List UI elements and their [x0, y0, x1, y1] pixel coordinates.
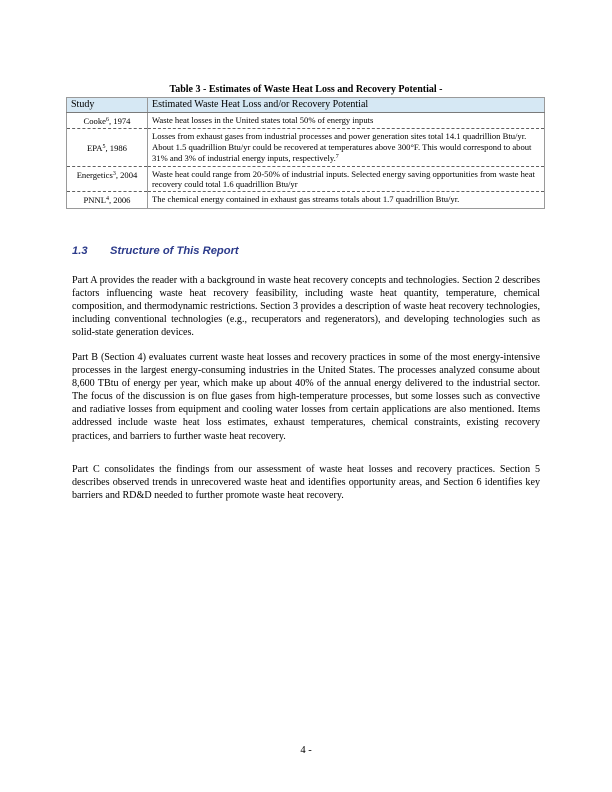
section-number: 1.3: [72, 245, 88, 257]
estimate-cell: Losses from exhaust gases from industrial processes and power generation sites total 14.1 quadrillion Btu/yr. About 1.5 quadrillion Btu/yr could be recovered at temperatures above 300°F. This would correspond to about 31% and 3% of industrial energy inputs, respectively.$^7$: [148, 129, 545, 166]
page-number: 4 -: [300, 745, 312, 756]
paragraph-part-c: Part C consolidates the findings from our assessment of waste heat losses and recovery practices. Section 5 describes observed trends in unrecovered waste heat and identifies opportunity areas, and Section 6 identifies key barriers and RD&D needed to further promote waste heat recovery.: [72, 464, 540, 502]
study-cell: Energetics$^3$, 2004: [67, 166, 148, 192]
waste-heat-table: [66, 97, 545, 209]
column-header-estimate: Estimated Waste Heat Loss and/or Recovery Potential: [148, 98, 545, 113]
footnote-ref: 3: [112, 170, 116, 177]
paragraph-part-b: Part B (Section 4) evaluates current waste heat losses and recovery practices in some of the most energy-intensive processes in the largest energy-consuming industries in the United States. The processes analyzed consume about 8,600 TBtu of energy per year, which make up about 40% of the annual energy delivered to the industrial sector. The focus of the discussion is on flue gases from high-temperature processes, but some losses such as convective and radiative losses from equipment and cooling water losses from certain applications are also mentioned. Items addressed include waste heat loss estimates, exhaust temperatures, chemical constraints, existing recovery practices, and barriers to further waste heat recovery.: [72, 352, 540, 442]
table-header-row: [67, 98, 545, 113]
estimate-cell: Waste heat could range from 20-50% of industrial inputs. Selected energy saving opportunities from waste heat recovery could total 1.6 quadrillion Btu/yr: [148, 166, 545, 192]
footnote-ref: 4: [105, 196, 109, 203]
estimate-cell: The chemical energy contained in exhaust gas streams totals about 1.7 quadrillion Btu/yr.: [148, 192, 545, 208]
table-row: [67, 192, 545, 208]
footnote-ref: 6: [105, 117, 109, 123]
section-title: Structure of This Report: [110, 245, 239, 257]
table-caption: Table 3 - Estimates of Waste Heat Loss and Recovery Potential -: [169, 84, 443, 95]
table-row: [67, 129, 545, 166]
section-heading: [72, 245, 239, 257]
footnote-ref: 5: [102, 143, 106, 150]
paragraph-part-a: Part A provides the reader with a background in waste heat recovery concepts and technologies. Section 2 describes factors influencing waste heat recovery feasibility, including waste heat quantity, temperature, chemical composition, and thermodynamic restrictions. Section 3 provides a description of waste heat recovery technologies, including conventional technologies (e.g., recuperators and regenerators), and developing technologies such as solid-state generation devices.: [72, 275, 540, 339]
column-header-study: Study: [67, 98, 148, 113]
table-row: [67, 166, 545, 192]
estimate-cell: Waste heat losses in the United states total 50% of energy inputs: [148, 113, 545, 129]
table-row: [67, 113, 545, 129]
study-cell: Cooke$^6$, 1974: [67, 113, 148, 129]
study-cell: EPA$^5$, 1986: [67, 129, 148, 166]
study-cell: PNNL$^4$, 2006: [67, 192, 148, 208]
footnote-ref: 7: [335, 154, 339, 161]
